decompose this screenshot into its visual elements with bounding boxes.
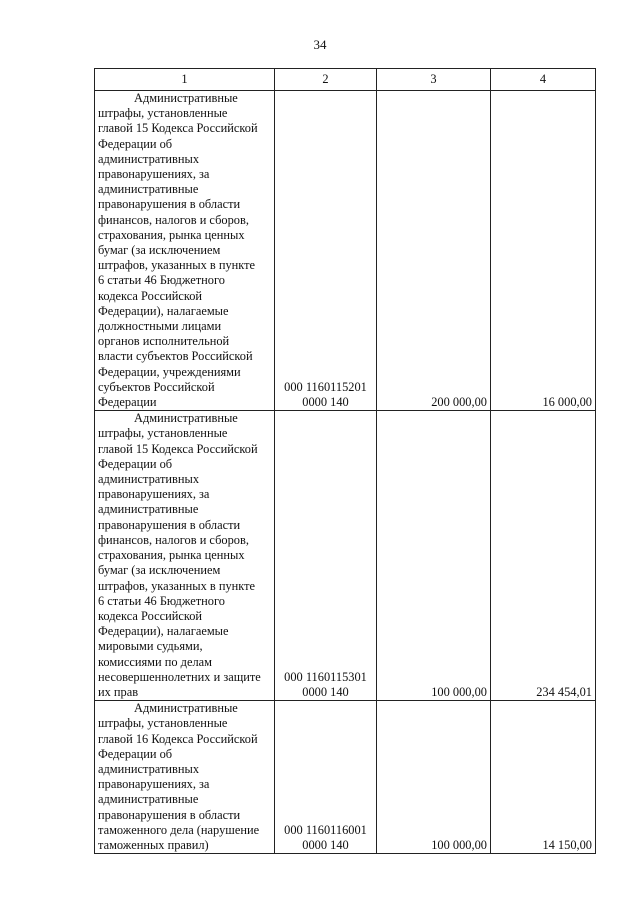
revenue-name-line: административных	[98, 761, 200, 776]
revenue-name-line: административные	[98, 182, 199, 197]
budget-code-cell	[275, 701, 377, 854]
table-header-row	[95, 69, 596, 91]
revenue-name-line: комиссиями по делам	[98, 654, 212, 669]
revenue-name-line: правонарушениях, за	[98, 777, 210, 792]
revenue-name-line: власти субъектов Российской	[98, 349, 253, 364]
revenue-name-line: Административные	[134, 91, 238, 105]
revenue-name-line: органов исполнительной	[98, 334, 230, 349]
amount-col-3-cell: 100 000,00	[377, 411, 491, 701]
revenue-name-line: Федерации об	[98, 136, 173, 151]
page-number: 34	[313, 37, 327, 52]
revenue-name-line: таможенного дела (нарушение	[98, 822, 260, 837]
revenue-name-line: должностными лицами	[98, 319, 222, 334]
revenue-name-line: Административные	[134, 411, 238, 426]
header-col-1: 1	[95, 69, 275, 91]
revenue-name-line: несовершеннолетних и защите	[98, 669, 261, 684]
revenue-name-line: правонарушения в области	[98, 807, 241, 822]
budget-table	[94, 68, 596, 854]
revenue-name-line: бумаг (за исключением	[98, 563, 221, 578]
amount-col-3-cell: 200 000,00	[377, 91, 491, 411]
revenue-name-line: главой 15 Кодекса Российской	[98, 441, 258, 456]
revenue-name-line: кодекса Российской	[98, 608, 203, 623]
table-row	[95, 411, 596, 701]
budget-code-line: 000 1160115201	[284, 379, 367, 394]
revenue-name-line: мировыми судьями,	[98, 639, 203, 654]
revenue-name-line: финансов, налогов и сборов,	[98, 212, 249, 227]
revenue-name-line: штрафы, установленные	[98, 426, 228, 441]
revenue-name-line: административные	[98, 792, 199, 807]
table-row	[95, 91, 596, 411]
revenue-name-line: штрафов, указанных в пункте	[98, 578, 256, 593]
budget-code-cell	[275, 411, 377, 701]
revenue-name-line: бумаг (за исключением	[98, 243, 221, 258]
budget-code-line: 000 1160115301	[284, 669, 367, 684]
revenue-name-cell	[95, 411, 275, 701]
revenue-name-line: Федерации, учреждениями	[98, 364, 241, 379]
revenue-name-line: Федерации об	[98, 746, 173, 761]
revenue-name-line: страхования, рынка ценных	[98, 548, 245, 563]
revenue-name-line: Федерации об	[98, 456, 173, 471]
revenue-name-line: административных	[98, 472, 200, 487]
revenue-name-line: штрафы, установленные	[98, 716, 228, 731]
table-body	[95, 91, 596, 854]
budget-code-line: 000 1160116001	[284, 822, 367, 837]
header-col-4: 4	[491, 69, 596, 91]
revenue-name-cell	[95, 91, 275, 411]
revenue-name-line: правонарушениях, за	[98, 487, 210, 502]
revenue-name-line: Федерации	[98, 395, 157, 410]
amount-col-4-cell: 14 150,00	[491, 701, 596, 854]
budget-code-cell	[275, 91, 377, 411]
revenue-name-line: 6 статьи 46 Бюджетного	[98, 273, 225, 288]
revenue-name-line: главой 15 Кодекса Российской	[98, 121, 258, 136]
revenue-name-line: финансов, налогов и сборов,	[98, 532, 249, 547]
amount-col-4-cell: 234 454,01	[491, 411, 596, 701]
revenue-name-line: правонарушениях, за	[98, 167, 210, 182]
revenue-name-line: штрафов, указанных в пункте	[98, 258, 256, 273]
revenue-name-line: 6 статьи 46 Бюджетного	[98, 593, 225, 608]
budget-code-line: 0000 140	[302, 684, 349, 699]
revenue-name-line: правонарушения в области	[98, 197, 241, 212]
budget-code-line: 0000 140	[302, 395, 349, 410]
revenue-name-line: правонарушения в области	[98, 517, 241, 532]
header-col-3: 3	[377, 69, 491, 91]
header-col-2: 2	[275, 69, 377, 91]
amount-col-4-cell: 16 000,00	[491, 91, 596, 411]
revenue-name-cell	[95, 701, 275, 854]
revenue-name-line: Федерации), налагаемые	[98, 624, 229, 639]
revenue-name-line: административных	[98, 151, 200, 166]
revenue-name-line: штрафы, установленные	[98, 106, 228, 121]
revenue-name-line: Административные	[134, 701, 238, 716]
revenue-name-line: главой 16 Кодекса Российской	[98, 731, 258, 746]
budget-code-line: 0000 140	[302, 837, 349, 852]
revenue-name-line: административные	[98, 502, 199, 517]
revenue-name-line: субъектов Российской	[98, 379, 215, 394]
revenue-name-line: страхования, рынка ценных	[98, 227, 245, 242]
amount-col-3-cell: 100 000,00	[377, 701, 491, 854]
revenue-name-line: кодекса Российской	[98, 288, 203, 303]
table-row	[95, 701, 596, 854]
revenue-name-line: таможенных правил)	[98, 837, 209, 852]
revenue-name-line: их прав	[98, 684, 139, 699]
revenue-name-line: Федерации), налагаемые	[98, 303, 229, 318]
